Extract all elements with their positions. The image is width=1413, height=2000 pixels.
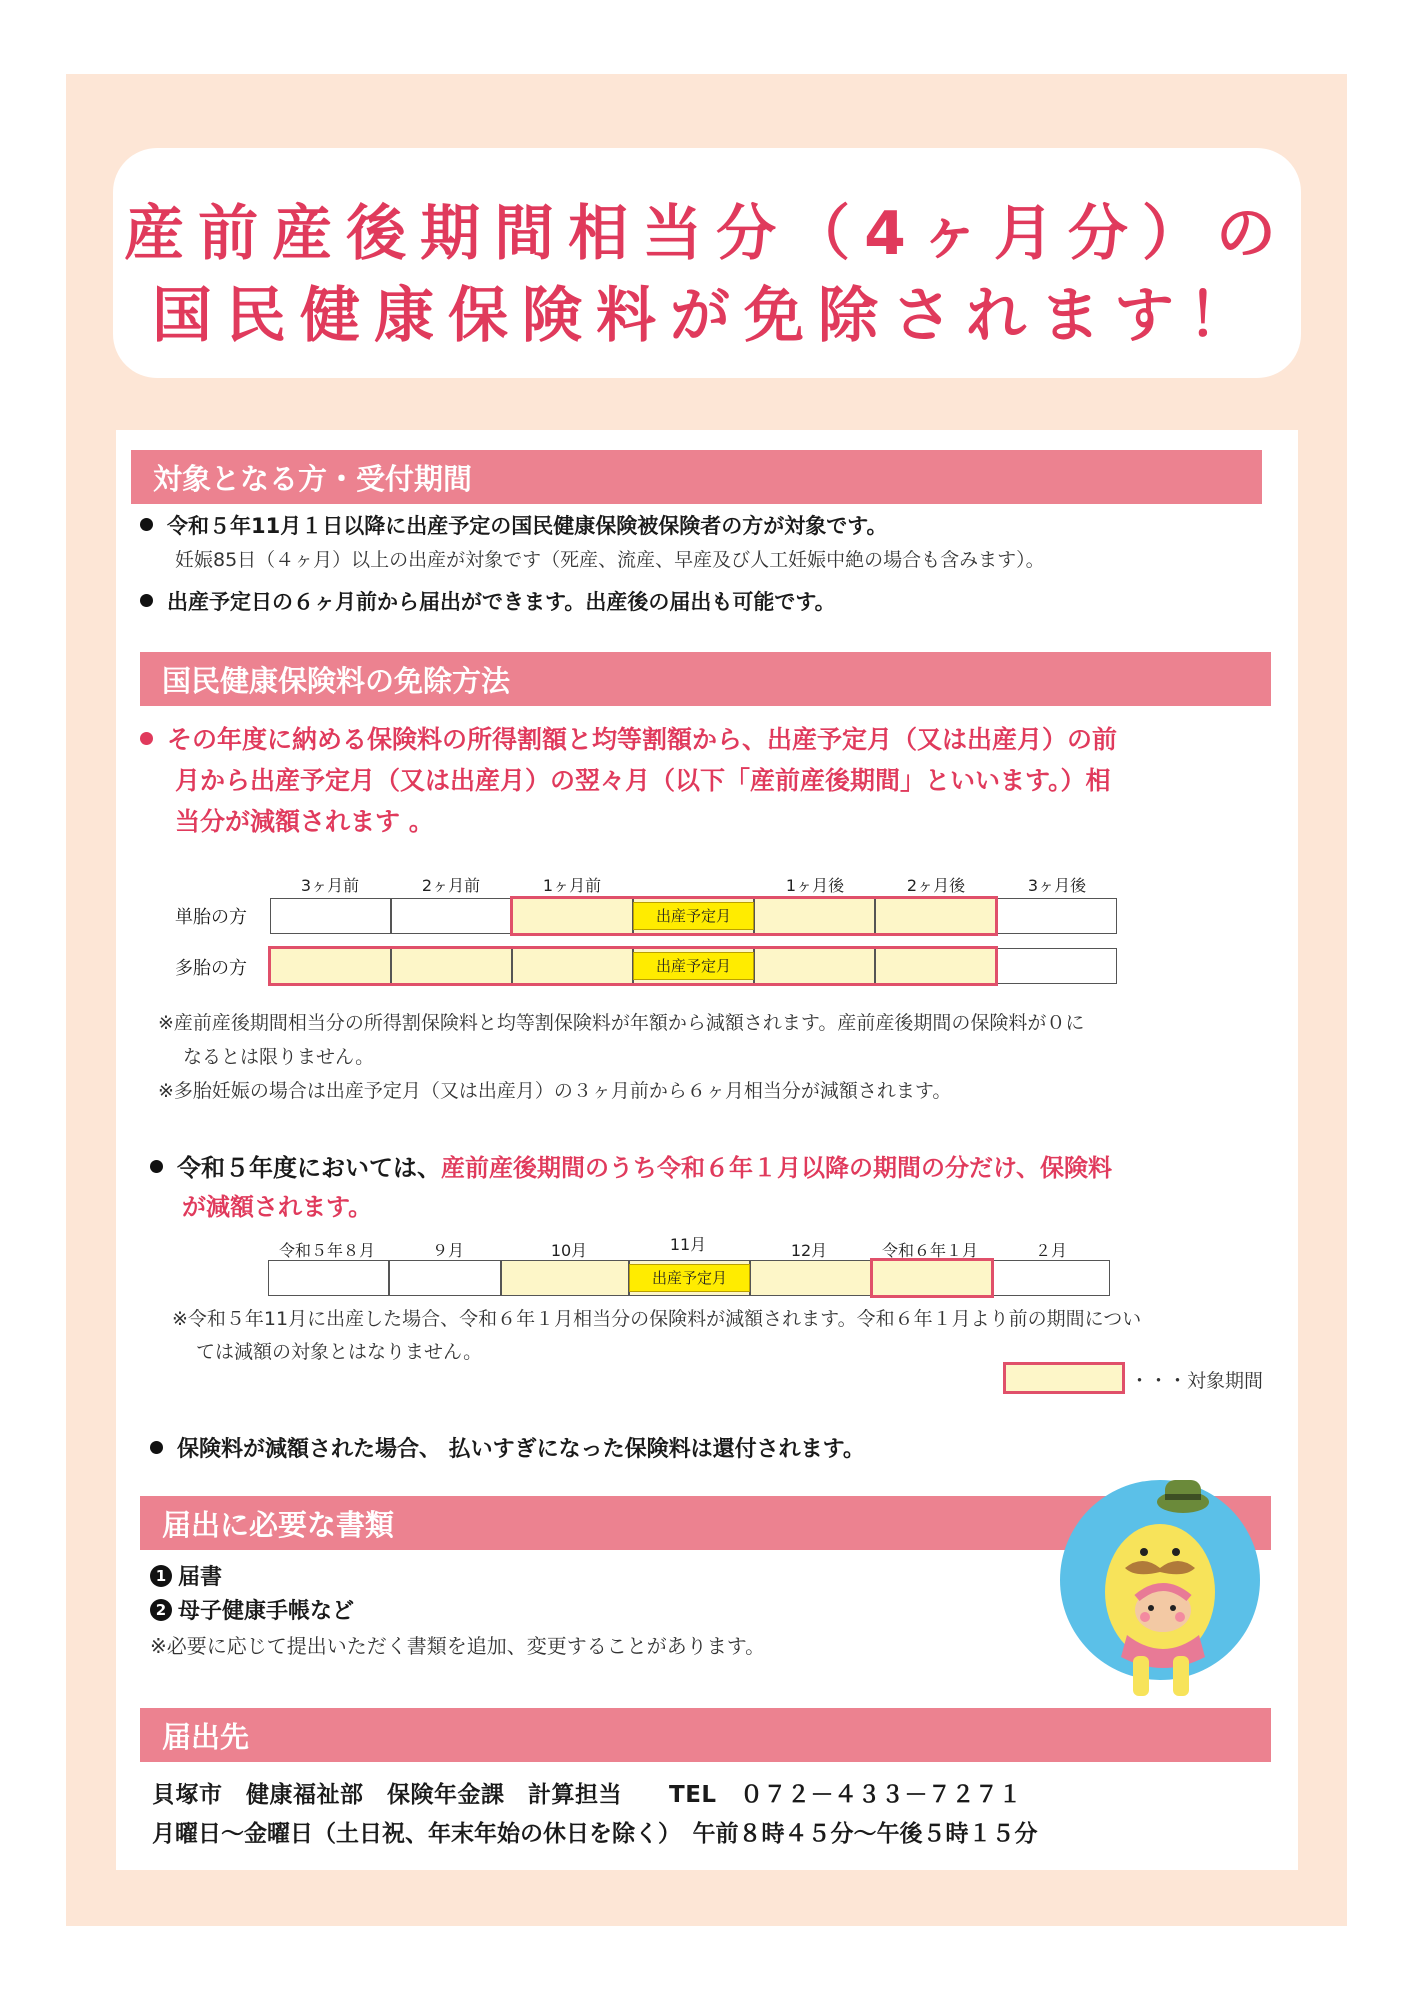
chart2-header: ２月 (1034, 1241, 1068, 1260)
documents-note: ※必要に応じて提出いただく書類を追加、変更することがあります。 (150, 1634, 766, 1658)
bullet-icon (150, 1160, 163, 1173)
bullet-icon (140, 518, 153, 531)
baby-cheek-right (1175, 1612, 1185, 1622)
chart2-cell (389, 1260, 501, 1296)
baby-cheek-left (1140, 1612, 1150, 1622)
chart2-header: 12月 (790, 1241, 828, 1260)
chart2-header: ９月 (431, 1241, 465, 1260)
chart1-header: 1ヶ月前 (542, 876, 602, 895)
bullet-icon (150, 1441, 163, 1454)
chart2-cell (501, 1260, 629, 1296)
chart1-header: 2ヶ月後 (906, 876, 966, 895)
chart2-header: 令和５年８月 (278, 1241, 376, 1260)
mascot-leg-right (1173, 1656, 1189, 1696)
chart2-cell (992, 1260, 1110, 1296)
chart1-header: 3ヶ月後 (1027, 876, 1087, 895)
legend-label: ・・・対象期間 (1130, 1370, 1264, 1392)
chart2-header: 10月 (550, 1241, 588, 1260)
contact-office: 貝塚市 健康福祉部 保険年金課 計算担当 TEL ０７２－４３３－７２７１ (152, 1782, 1023, 1808)
mascot-leg-left (1133, 1656, 1149, 1696)
section-heading-contact: 届出先 (140, 1708, 1271, 1762)
reiwa5-note: 令和５年度においては、産前産後期間のうち令和６年１月以降の期間の分だけ、保険料 (150, 1148, 1112, 1183)
chart2-header: 11月 (669, 1235, 707, 1254)
title-line-1: 産前産後期間相当分（4ヶ月分）の (124, 199, 1290, 269)
section-heading-eligibility: 対象となる方・受付期間 (131, 450, 1262, 504)
chart2-header: 令和６年１月 (881, 1241, 979, 1260)
eligibility-bullet-2: 出産予定日の６ヶ月前から届出ができます。出産後の届出も可能です。 (140, 586, 836, 616)
method-note-1a: ※産前産後期間相当分の所得割保険料と均等割保険料が年額から減額されます。産前産後期間の保険料が０に (158, 1012, 1085, 1034)
refund-note: 保険料が減額された場合、 払いすぎになった保険料は還付されます。 (150, 1432, 865, 1463)
chart1-cell (270, 898, 391, 934)
chart1-header: 2ヶ月前 (421, 876, 481, 895)
chart1-cell (391, 898, 512, 934)
eligibility-note: 妊娠85日（４ヶ月）以上の出産が対象です（死産、流産、早産及び人工妊娠中絶の場合も含みます）。 (175, 549, 1045, 571)
mascot-hat-band (1165, 1494, 1201, 1500)
eligibility-bullet-1: 令和５年11月１日以降に出産予定の国民健康保険被保険者の方が対象です。 (140, 510, 888, 540)
section-heading-documents: 届出に必要な書類 (140, 1496, 1271, 1550)
legend-swatch (1003, 1362, 1125, 1394)
mascot-illustration (1045, 1470, 1275, 1720)
contact-hours: 月曜日～金曜日（土日祝、年末年始の休日を除く） 午前８時４５分～午後５時１５分 (152, 1821, 1038, 1847)
method-note-3b: ては減額の対象とはなりません。 (196, 1341, 483, 1363)
mascot-eye-right (1172, 1548, 1180, 1556)
chart1-cell (996, 948, 1117, 984)
method-note-1b: なるとは限りません。 (183, 1046, 375, 1068)
method-lead-2: 月から出産予定月（又は出産月）の翌々月（以下「産前産後期間」といいます。）相 (175, 766, 1111, 795)
baby-eye-left (1148, 1605, 1154, 1611)
chart1-target-frame (510, 896, 998, 936)
method-lead-1: その年度に納める保険料の所得割額と均等割額から、出産予定月（又は出産月）の前 (140, 720, 1117, 756)
chart2-due-month: 出産予定月 (629, 1264, 750, 1292)
chart1-cell (996, 898, 1117, 934)
document-item-1: 1 届書 (150, 1560, 222, 1591)
chart1-header: 3ヶ月前 (300, 876, 360, 895)
mascot-eye-left (1140, 1548, 1148, 1556)
chart1-header: 1ヶ月後 (785, 876, 845, 895)
bullet-icon (140, 594, 153, 607)
baby-eye-right (1170, 1605, 1176, 1611)
chart1-due-month: 出産予定月 (633, 902, 754, 930)
chart1-row2-label: 多胎の方 (175, 958, 247, 979)
method-note-3a: ※令和５年11月に出産した場合、令和６年１月相当分の保険料が減額されます。令和６年１月より前の期間につい (172, 1308, 1142, 1330)
document-item-2: 2 母子健康手帳など (150, 1594, 354, 1625)
section-heading-method: 国民健康保険料の免除方法 (140, 652, 1271, 706)
bullet-icon (140, 732, 153, 745)
mascot-hat-crown (1165, 1480, 1201, 1504)
number-badge: 2 (150, 1599, 172, 1621)
method-lead-3: 当分が減額されます 。 (175, 807, 434, 836)
chart2-cell (268, 1260, 389, 1296)
title-line-2: 国民健康保険料が免除されます！ (152, 281, 1262, 351)
chart2-cell (750, 1260, 871, 1296)
chart2-target-frame (870, 1258, 994, 1298)
method-note-2: ※多胎妊娠の場合は出産予定月（又は出産月）の３ヶ月前から６ヶ月相当分が減額されます。 (158, 1080, 952, 1102)
chart1-row1-label: 単胎の方 (175, 907, 247, 928)
title-box (113, 148, 1301, 378)
number-badge: 1 (150, 1565, 172, 1587)
chart1-target-frame (268, 946, 998, 986)
reiwa5-note-2: が減額されます。 (182, 1193, 373, 1221)
chart1-due-month: 出産予定月 (633, 952, 754, 980)
